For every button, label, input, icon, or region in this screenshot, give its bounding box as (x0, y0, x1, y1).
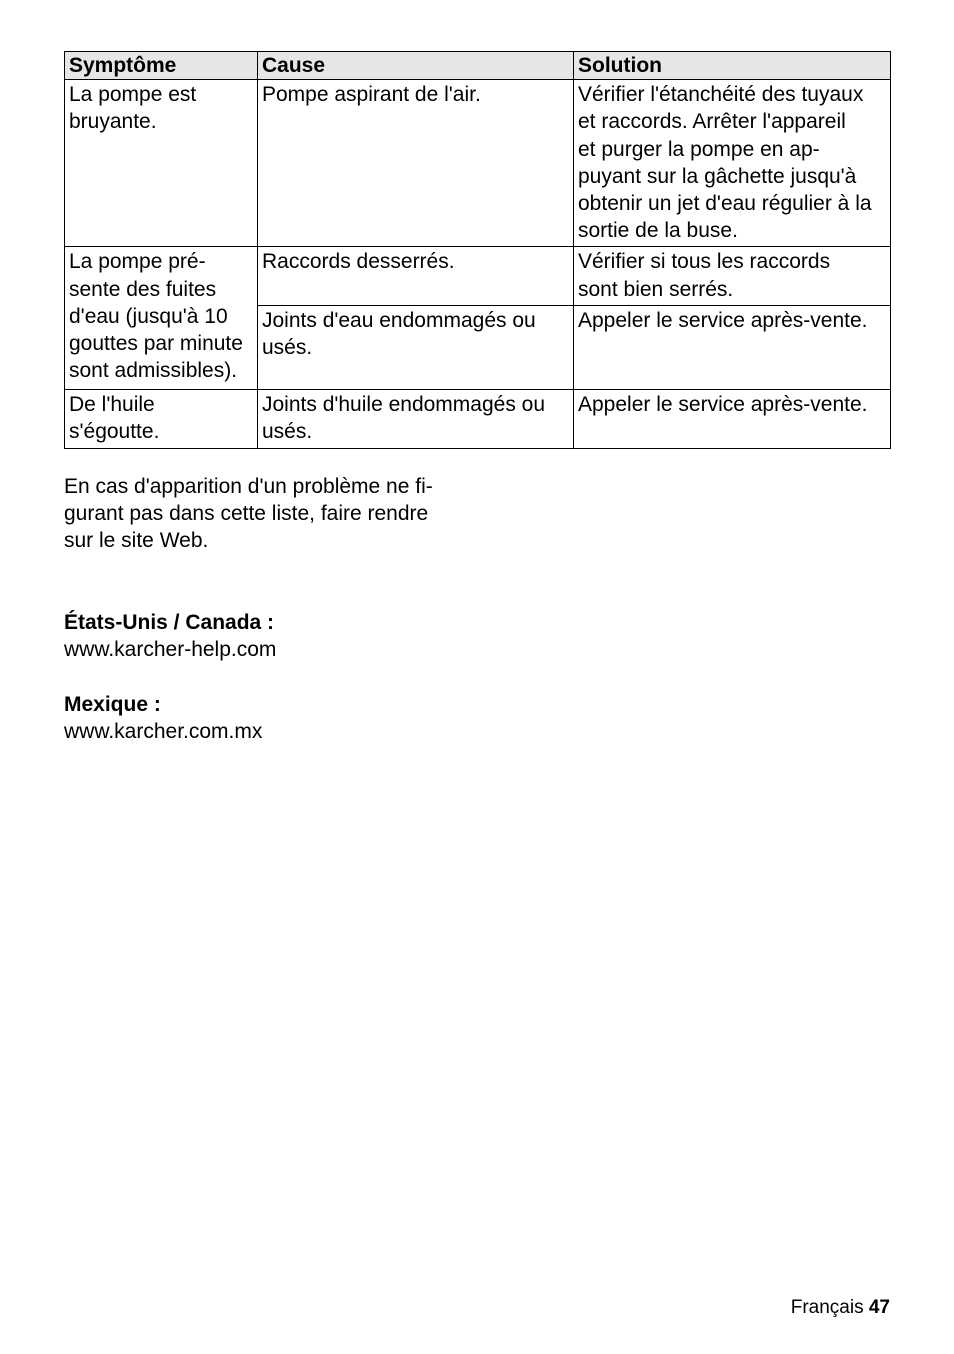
table-header-row (65, 52, 891, 80)
symptom-cell: La pompe pré- sente des fuites d'eau (jusqu'à 10 gouttes par minute sont admissibles). (65, 247, 258, 390)
cause-cell: Pompe aspirant de l'air. (258, 80, 574, 247)
solution-cell: Vérifier si tous les raccords sont bien serrés. (574, 247, 891, 305)
region-usa-canada (64, 609, 276, 663)
table-row (65, 390, 891, 448)
table-row (65, 247, 891, 305)
cause-cell: Joints d'huile endommagés ou usés. (258, 390, 574, 448)
unlisted-problem-note: En cas d'apparition d'un problème ne fi- gurant pas dans cette liste, faire rendre sur le site Web. (64, 475, 433, 553)
troubleshooting-table (64, 51, 891, 449)
region-mexico (64, 691, 262, 745)
symptom-cell: De l'huile s'égoutte. (65, 390, 258, 448)
header-cause: Cause (258, 52, 574, 80)
cause-cell: Raccords desserrés. (258, 247, 574, 305)
cause-cell: Joints d'eau endommagés ou usés. (258, 305, 574, 389)
header-solution: Solution (574, 52, 891, 80)
header-symptom: Symptôme (65, 52, 258, 80)
region-label: États-Unis / Canada : (64, 611, 275, 634)
region-label: Mexique : (64, 693, 161, 716)
footer-language: Français (790, 1297, 864, 1318)
support-url: www.karcher.com.mx (64, 720, 263, 744)
solution-cell: Appeler le service après-vente. (574, 390, 891, 448)
symptom-cell: La pompe est bruyante. (65, 80, 258, 247)
solution-cell: Appeler le service après-vente. (574, 305, 891, 389)
page-number: 47 (868, 1297, 890, 1318)
support-url: www.karcher-help.com (64, 638, 277, 662)
table-row (65, 80, 891, 247)
page-footer (791, 1296, 890, 1320)
solution-cell: Vérifier l'étanchéité des tuyaux et raccords. Arrêter l'appareil et purger la pompe en ap- puyant sur la gâchette jusqu'à obtenir un jet d'eau régulier à la sortie de la buse. (574, 80, 891, 247)
